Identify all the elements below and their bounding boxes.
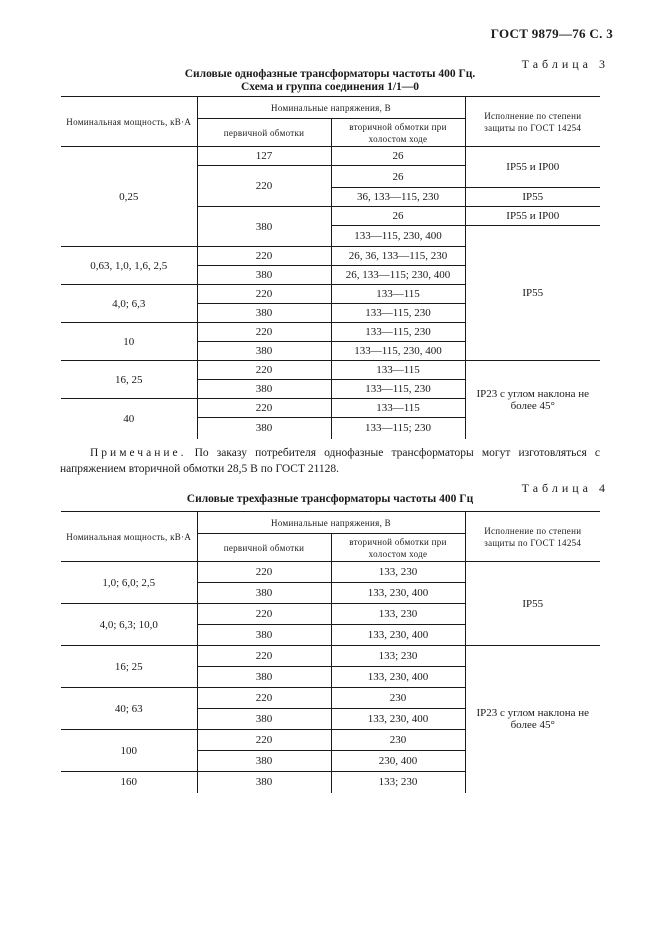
power-cell: 16, 25 [61,361,197,399]
header-primary: первичной обмотки [197,534,331,562]
primary-cell: 220 [197,361,331,380]
power-cell: 40 [61,399,197,439]
protection-cell: IP23 с углом наклона не более 45° [476,387,590,412]
secondary-cell: 133, 230, 400 [331,709,465,730]
primary-cell: 220 [197,247,331,266]
primary-cell: 380 [197,772,331,793]
power-cell: 16; 25 [61,646,197,688]
primary-cell: 380 [197,207,331,247]
secondary-cell: 133—115, 230, 400 [331,342,465,361]
primary-cell: 380 [197,380,331,399]
primary-cell: 380 [197,266,331,285]
primary-cell: 220 [197,166,331,207]
power-cell: 100 [61,730,197,772]
header-secondary: вторичной обмотки при холостом ходе [331,119,465,147]
primary-cell: 380 [197,709,331,730]
secondary-cell: 133—115 [331,285,465,304]
table-3-title: Силовые однофазные трансформаторы частоты 400 Гц. [184,68,476,80]
table-4 [61,511,600,793]
protection-cell: IP55 и IP00 [465,207,600,226]
secondary-cell: 133; 230 [331,646,465,667]
secondary-cell: 133, 230 [331,562,465,583]
primary-cell: 380 [197,418,331,439]
power-cell: 10 [61,323,197,361]
secondary-cell: 133—115 [331,399,465,418]
note-label: Примечание. [90,447,187,459]
note-text: По заказу потребителя однофазные трансформаторы могут изготовляться с напряжением вторичной обмотки 28,5 В по ГОСТ 21128. [60,447,601,475]
table-3-label: Таблица 3 [521,57,609,71]
note [60,445,600,477]
secondary-cell: 26, 133—115; 230, 400 [331,266,465,285]
primary-cell: 127 [197,147,331,166]
secondary-cell: 133, 230 [331,604,465,625]
protection-cell: IP55 и IP00 [465,147,600,188]
page-header: ГОСТ 9879—76 С. 3 [490,26,613,41]
protection-cell: IP55 [465,226,600,361]
secondary-cell: 230 [331,688,465,709]
header-protection: Исполнение по степени защиты по ГОСТ 14254 [465,97,600,147]
table-row [61,646,600,667]
header-secondary: вторичной обмотки при холостом ходе [331,534,465,562]
secondary-cell: 26, 36, 133—115, 230 [331,247,465,266]
table-3 [61,96,600,439]
table-3-caption [60,68,600,94]
table-row [61,562,600,583]
secondary-cell: 133—115; 230 [331,418,465,439]
power-cell: 4,0; 6,3; 10,0 [61,604,197,646]
protection-cell: IP55 [465,562,600,646]
secondary-cell: 36, 133—115, 230 [331,188,465,207]
primary-cell: 380 [197,583,331,604]
table-4-label: Таблица 4 [521,481,609,495]
power-cell: 160 [61,772,197,793]
power-cell: 1,0; 6,0; 2,5 [61,562,197,604]
secondary-cell: 133—115, 230 [331,323,465,342]
secondary-cell: 133—115, 230 [331,380,465,399]
secondary-cell: 230 [331,730,465,751]
header-power: Номинальная мощность, кВ·А [61,97,197,147]
primary-cell: 220 [197,646,331,667]
primary-cell: 220 [197,604,331,625]
primary-cell: 220 [197,730,331,751]
table-row [61,147,600,166]
secondary-cell: 133, 230, 400 [331,667,465,688]
primary-cell: 380 [197,625,331,646]
primary-cell: 220 [197,562,331,583]
primary-cell: 380 [197,751,331,772]
header-voltages: Номинальные напряжения, В [197,512,465,534]
table-3-subtitle: Схема и группа соединения 1/1—0 [240,81,420,93]
header-voltages: Номинальные напряжения, В [197,97,465,119]
secondary-cell: 26 [331,207,465,226]
header-primary: первичной обмотки [197,119,331,147]
secondary-cell: 133; 230 [331,772,465,793]
secondary-cell: 133, 230, 400 [331,583,465,604]
primary-cell: 380 [197,342,331,361]
header-power: Номинальная мощность, кВ·А [61,512,197,562]
primary-cell: 380 [197,304,331,323]
secondary-cell: 230, 400 [331,751,465,772]
primary-cell: 380 [197,667,331,688]
table-row [61,361,600,380]
secondary-cell: 133—115, 230 [331,304,465,323]
power-cell: 0,63, 1,0, 1,6, 2,5 [61,247,197,285]
secondary-cell: 133—115, 230, 400 [331,226,465,247]
header-protection: Исполнение по степени защиты по ГОСТ 14254 [465,512,600,562]
secondary-cell: 26 [331,166,465,188]
secondary-cell: 133, 230, 400 [331,625,465,646]
protection-cell: IP23 с углом наклона не более 45° [476,707,590,732]
power-cell: 0,25 [61,147,197,247]
power-cell: 40; 63 [61,688,197,730]
primary-cell: 220 [197,323,331,342]
primary-cell: 220 [197,688,331,709]
secondary-cell: 133—115 [331,361,465,380]
table-4-title: Силовые трехфазные трансформаторы частоты 400 Гц [186,493,474,505]
primary-cell: 220 [197,285,331,304]
primary-cell: 220 [197,399,331,418]
protection-cell: IP55 [465,188,600,207]
power-cell: 4,0; 6,3 [61,285,197,323]
secondary-cell: 26 [331,147,465,166]
